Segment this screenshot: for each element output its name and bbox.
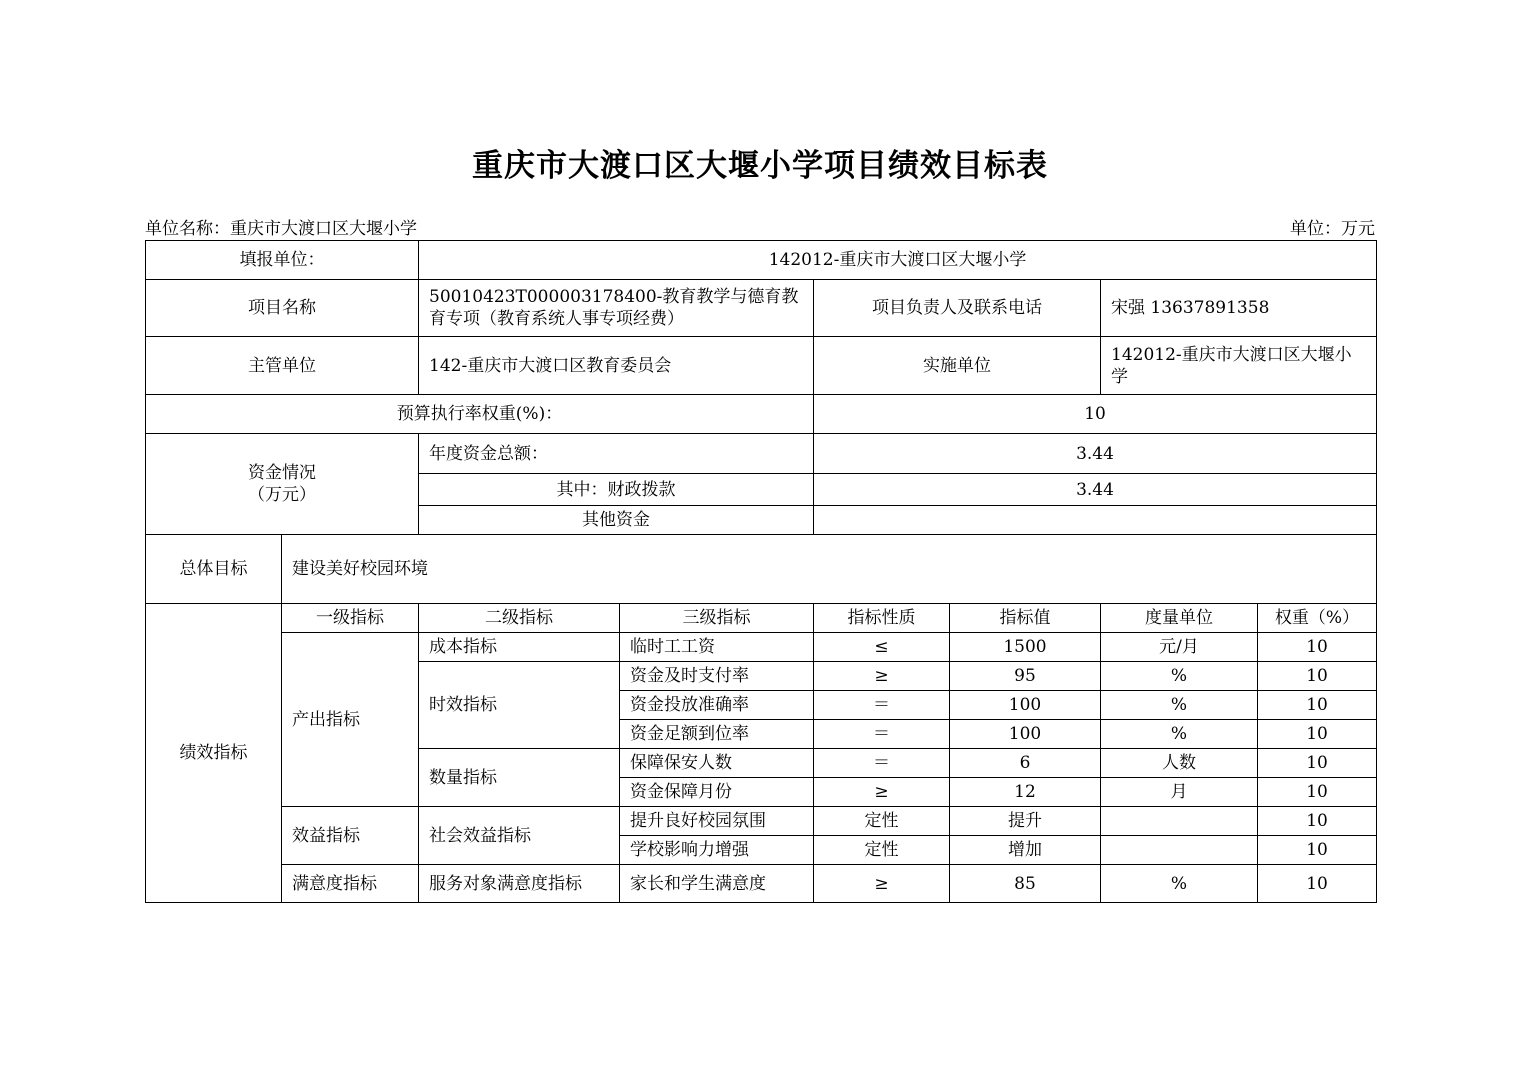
perf-weight: 10 (1258, 662, 1377, 691)
perf-nature: ≥ (814, 662, 950, 691)
table-row (146, 241, 1377, 280)
goal-label: 总体目标 (146, 535, 282, 604)
perf-nature: ≤ (814, 633, 950, 662)
perf-label: 绩效指标 (146, 604, 282, 903)
perf-unit: % (1101, 662, 1258, 691)
table-row (146, 280, 1377, 337)
table-row (146, 604, 1377, 633)
perf-nature: ＝ (814, 720, 950, 749)
other-funds-label: 其他资金 (419, 506, 814, 535)
perf-value: 100 (950, 720, 1101, 749)
perf-unit: % (1101, 720, 1258, 749)
perf-level3: 资金足额到位率 (620, 720, 814, 749)
implementer-value: 142012-重庆市大渡口区大堰小学 (1101, 337, 1377, 395)
perf-level3: 学校影响力增强 (620, 836, 814, 865)
table-row (146, 807, 1377, 836)
perf-value: 1500 (950, 633, 1101, 662)
perf-nature: ＝ (814, 749, 950, 778)
perf-value: 提升 (950, 807, 1101, 836)
budget-weight-value: 10 (814, 395, 1377, 434)
perf-header-nature: 指标性质 (814, 604, 950, 633)
perf-level3: 资金投放准确率 (620, 691, 814, 720)
perf-unit (1101, 807, 1258, 836)
perf-nature: ≥ (814, 778, 950, 807)
fiscal-value: 3.44 (814, 474, 1377, 506)
group-service: 服务对象满意度指标 (419, 865, 620, 903)
perf-nature: 定性 (814, 807, 950, 836)
perf-unit: 人数 (1101, 749, 1258, 778)
fiscal-label: 其中：财政拨款 (419, 474, 814, 506)
funds-label-cell (146, 434, 419, 535)
group-benefit: 效益指标 (282, 807, 419, 865)
contact-label: 项目负责人及联系电话 (814, 280, 1101, 337)
perf-header-unit: 度量单位 (1101, 604, 1258, 633)
perf-weight: 10 (1258, 836, 1377, 865)
perf-unit: % (1101, 865, 1258, 903)
perf-nature: 定性 (814, 836, 950, 865)
perf-weight: 10 (1258, 633, 1377, 662)
funds-unit: （万元） (248, 485, 316, 505)
supervisor-label: 主管单位 (146, 337, 419, 395)
perf-weight: 10 (1258, 749, 1377, 778)
other-funds-value (814, 506, 1377, 535)
group-time: 时效指标 (419, 662, 620, 749)
group-output: 产出指标 (282, 633, 419, 807)
perf-header-level3: 三级指标 (620, 604, 814, 633)
perf-value: 100 (950, 691, 1101, 720)
perf-weight: 10 (1258, 807, 1377, 836)
funds-label: 资金情况 (248, 463, 316, 483)
page-title: 重庆市大渡口区大堰小学项目绩效目标表 (472, 148, 1048, 184)
perf-unit: 元/月 (1101, 633, 1258, 662)
perf-nature: ＝ (814, 691, 950, 720)
fill-unit-label: 填报单位： (146, 241, 419, 280)
unit-name: 单位名称：重庆市大渡口区大堰小学 (145, 219, 417, 239)
perf-level3: 保障保安人数 (620, 749, 814, 778)
perf-value: 95 (950, 662, 1101, 691)
perf-weight: 10 (1258, 778, 1377, 807)
perf-level3: 资金保障月份 (620, 778, 814, 807)
fill-unit-value: 142012-重庆市大渡口区大堰小学 (419, 241, 1377, 280)
group-cost: 成本指标 (419, 633, 620, 662)
perf-level3: 资金及时支付率 (620, 662, 814, 691)
perf-unit: % (1101, 691, 1258, 720)
perf-value: 85 (950, 865, 1101, 903)
implementer-label: 实施单位 (814, 337, 1101, 395)
group-quantity: 数量指标 (419, 749, 620, 807)
table-row (146, 434, 1377, 474)
group-satisfaction: 满意度指标 (282, 865, 419, 903)
perf-level3: 提升良好校园氛围 (620, 807, 814, 836)
perf-level3: 家长和学生满意度 (620, 865, 814, 903)
perf-weight: 10 (1258, 720, 1377, 749)
perf-header-level1: 一级指标 (282, 604, 419, 633)
currency-unit: 单位：万元 (1290, 219, 1375, 239)
table-row (146, 337, 1377, 395)
perf-weight: 10 (1258, 691, 1377, 720)
supervisor-value: 142-重庆市大渡口区教育委员会 (419, 337, 814, 395)
goal-value: 建设美好校园环境 (282, 535, 1377, 604)
project-name-label: 项目名称 (146, 280, 419, 337)
contact-value: 宋强 13637891358 (1101, 280, 1377, 337)
perf-weight: 10 (1258, 865, 1377, 903)
table-row (146, 395, 1377, 434)
group-social: 社会效益指标 (419, 807, 620, 865)
table-row (146, 535, 1377, 604)
perf-nature: ≥ (814, 865, 950, 903)
perf-value: 6 (950, 749, 1101, 778)
perf-unit (1101, 836, 1258, 865)
budget-weight-label: 预算执行率权重(%)： (146, 395, 814, 434)
perf-value: 增加 (950, 836, 1101, 865)
annual-total-value: 3.44 (814, 434, 1377, 474)
annual-total-label: 年度资金总额： (419, 434, 814, 474)
perf-header-value: 指标值 (950, 604, 1101, 633)
perf-value: 12 (950, 778, 1101, 807)
perf-header-level2: 二级指标 (419, 604, 620, 633)
table-row (146, 633, 1377, 662)
table-row (146, 865, 1377, 903)
perf-header-weight: 权重（%） (1258, 604, 1377, 633)
project-name-value: 50010423T000003178400-教育教学与德育教育专项（教育系统人事专项经费） (419, 280, 814, 337)
perf-level3: 临时工工资 (620, 633, 814, 662)
performance-table (145, 240, 1377, 903)
perf-unit: 月 (1101, 778, 1258, 807)
